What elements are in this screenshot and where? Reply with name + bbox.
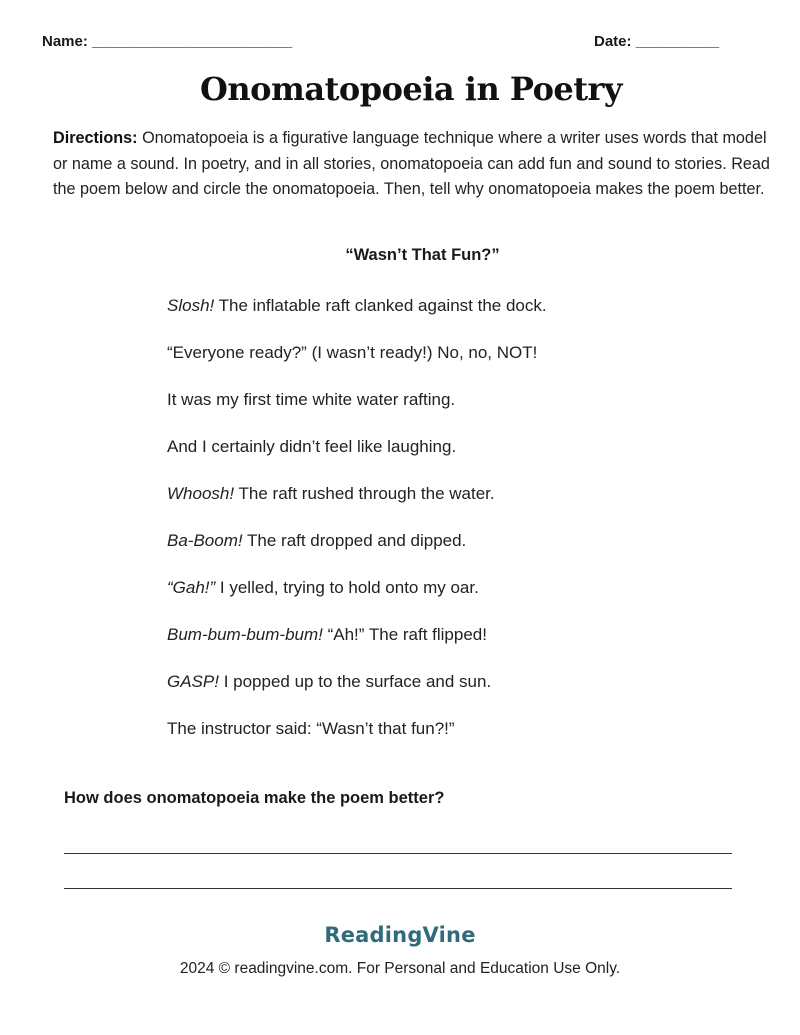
question-prompt: How does onomatopoeia make the poem better?: [64, 789, 445, 807]
poem-line: [167, 576, 727, 623]
brand-logo: ReadingVine: [324, 923, 476, 947]
poem-line-text: “Everyone ready?” (I wasn’t ready!) No, no, NOT!: [167, 343, 538, 362]
poem-line-text: The instructor said: “Wasn’t that fun?!”: [167, 719, 455, 738]
onomatopoeia-word: GASP!: [167, 672, 219, 691]
poem-line-text: The raft rushed through the water.: [234, 484, 495, 503]
poem-line-text: “Ah!” The raft flipped!: [322, 625, 487, 644]
poem-line: [167, 435, 727, 482]
onomatopoeia-word: Slosh!: [167, 296, 215, 315]
poem-line: [167, 294, 727, 341]
poem-line-text: The inflatable raft clanked against the dock.: [214, 296, 547, 315]
copyright-footer: 2024 © readingvine.com. For Personal and Education Use Only.: [179, 960, 621, 977]
poem-line: [167, 670, 727, 717]
page-title: Onomatopoeia in Poetry: [199, 70, 622, 108]
poem-line: [167, 341, 727, 388]
poem-line-text: I popped up to the surface and sun.: [218, 672, 492, 691]
poem-line: [167, 482, 727, 529]
name-field[interactable]: [42, 33, 292, 50]
directions: [53, 126, 775, 203]
poem-line: [167, 529, 727, 576]
date-field[interactable]: [594, 33, 719, 50]
poem-title: “Wasn’t That Fun?”: [345, 246, 500, 264]
onomatopoeia-word: Bum-bum-bum-bum!: [167, 625, 323, 644]
directions-label: Directions:: [53, 129, 138, 147]
date-label: Date:: [594, 33, 632, 50]
onomatopoeia-word: “Gah!”: [167, 578, 216, 597]
directions-text: Onomatopoeia is a figurative language technique where a writer uses words that model or name a sound. In poetry, and in all stories, onomatopoeia can add fun and sound to stories. Read the poem below and circle the onomatopoeia. Then, tell why onomatopoeia makes the poem better.: [53, 129, 770, 198]
poem-body: [167, 294, 727, 764]
poem-line: [167, 717, 727, 764]
name-blank[interactable]: ________________________: [92, 33, 293, 50]
poem-line-text: The raft dropped and dipped.: [242, 531, 467, 550]
name-label: Name:: [42, 33, 88, 50]
poem-line: [167, 623, 727, 670]
answer-line-2[interactable]: [64, 888, 732, 889]
poem-line: [167, 388, 727, 435]
onomatopoeia-word: Ba-Boom!: [167, 531, 243, 550]
poem-line-text: And I certainly didn’t feel like laughing.: [167, 437, 457, 456]
poem-line-text: I yelled, trying to hold onto my oar.: [215, 578, 479, 597]
poem-line-text: It was my first time white water rafting.: [167, 390, 456, 409]
onomatopoeia-word: Whoosh!: [167, 484, 235, 503]
date-blank[interactable]: __________: [635, 33, 720, 50]
answer-line-1[interactable]: [64, 853, 732, 854]
